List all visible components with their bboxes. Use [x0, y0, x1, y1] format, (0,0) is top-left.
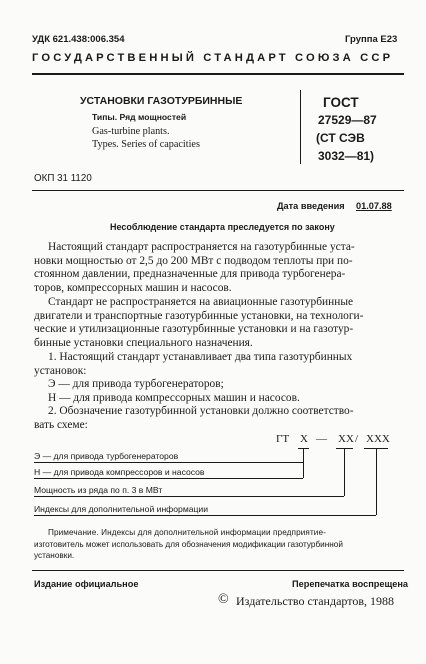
note-line: Примечание. Индексы для дополнительной информации предприятие-	[48, 528, 326, 537]
scheme-label-e: Э — для привода турбогенераторов	[34, 451, 179, 461]
document-title: УСТАНОВКИ ГАЗОТУРБИННЫЕ	[80, 95, 243, 107]
paragraph-types	[34, 351, 404, 433]
scheme-label-power: Мощность из ряда по п. 3 в МВт	[34, 485, 163, 495]
official-edition: Издание официальное	[34, 579, 139, 589]
scheme-label-e-line	[34, 462, 303, 463]
scheme-xx-leader	[344, 448, 345, 496]
footer-rule	[32, 570, 404, 571]
intro-date-label: Дата введения	[277, 201, 345, 211]
scheme-x-leader	[303, 448, 304, 478]
scheme-dash: —	[316, 433, 327, 445]
paragraph-line: бинные установки специального назначения.	[34, 336, 253, 349]
note	[34, 527, 404, 562]
st-sev-line2: 3032—81)	[318, 149, 375, 163]
udk-code: УДК 621.438:006.354	[32, 34, 125, 45]
scheme-slash: /	[355, 433, 359, 445]
title-divider	[300, 90, 301, 164]
title-rule	[32, 190, 404, 191]
scheme-label-n-line	[34, 478, 303, 479]
note-line: установки.	[34, 551, 75, 560]
scheme-index-xxx: XXX	[366, 433, 390, 445]
scheme-label-index-line	[34, 515, 376, 516]
legal-warning: Несоблюдение стандарта преследуется по закону	[110, 222, 335, 232]
paragraph-line: торов, компрессорных машин и насосов.	[34, 281, 232, 294]
note-line: изготовитель может использовать для обозначения модификации газотурбинной	[34, 539, 343, 549]
paragraph-exclusions	[34, 296, 404, 350]
okp-code: ОКП 31 1120	[34, 173, 92, 184]
paragraph-line: двигатели и транспортные газотурбинные установки, на технологи-	[34, 309, 364, 322]
paragraph-line: Настоящий стандарт распространяется на газотурбинные уста-	[48, 241, 355, 253]
reprint-prohibited: Перепечатка воспрещена	[292, 579, 408, 589]
type-e-definition: Э — для привода турбогенераторов;	[48, 378, 224, 391]
paragraph-line: 1. Настоящий стандарт устанавливает два типа газотурбинных	[48, 351, 353, 363]
gost-number: 27529—87	[318, 113, 377, 127]
copyright-symbol: ©	[218, 592, 229, 607]
gost-label: ГОСТ	[323, 95, 359, 110]
scheme-label-index: Индексы для дополнительной информации	[34, 504, 209, 514]
state-standard-banner: ГОСУДАРСТВЕННЫЙ СТАНДАРТ СОЮЗА ССР	[32, 52, 394, 64]
top-rule	[32, 73, 404, 75]
paragraph-scope	[34, 241, 404, 295]
scheme-type-x: Х	[300, 433, 308, 445]
scheme-xxx-leader	[376, 448, 377, 515]
english-title-line2: Types. Series of capacities	[92, 139, 200, 150]
paragraph-line: 2. Обозначение газотурбинной установки должно соответство-	[48, 405, 354, 418]
paragraph-line: ческие и утилизационные газотурбинные установки и на газотур-	[34, 323, 354, 336]
scheme-prefix-gt: ГТ	[276, 433, 290, 445]
english-title-line1: Gas-turbine plants.	[92, 126, 170, 137]
paragraph-line: вать схеме:	[34, 418, 88, 431]
copyright-publisher: Издательство стандартов, 1988	[236, 594, 394, 608]
paragraph-line: новки мощностью от 2,5 до 200 МВт с подводом теплоты при по-	[34, 254, 353, 267]
document-subtitle: Типы. Ряд мощностей	[92, 112, 187, 122]
paragraph-line: установок:	[34, 364, 87, 377]
scheme-power-xx: XX	[338, 433, 354, 445]
type-n-definition: Н — для привода компрессорных машин и насосов.	[48, 391, 300, 404]
scheme-label-n: Н — для привода компрессоров и насосов	[34, 467, 205, 477]
group-code: Группа Е23	[345, 34, 398, 45]
scheme-label-power-line	[34, 496, 344, 497]
paragraph-line: Стандарт не распространяется на авиационные газотурбинные	[48, 296, 354, 308]
st-sev-line1: (СТ СЭВ	[316, 131, 365, 145]
intro-date-value: 01.07.88	[356, 201, 392, 211]
paragraph-line: стоянном давлении, предназначенные для привода турбогенера-	[34, 268, 346, 281]
